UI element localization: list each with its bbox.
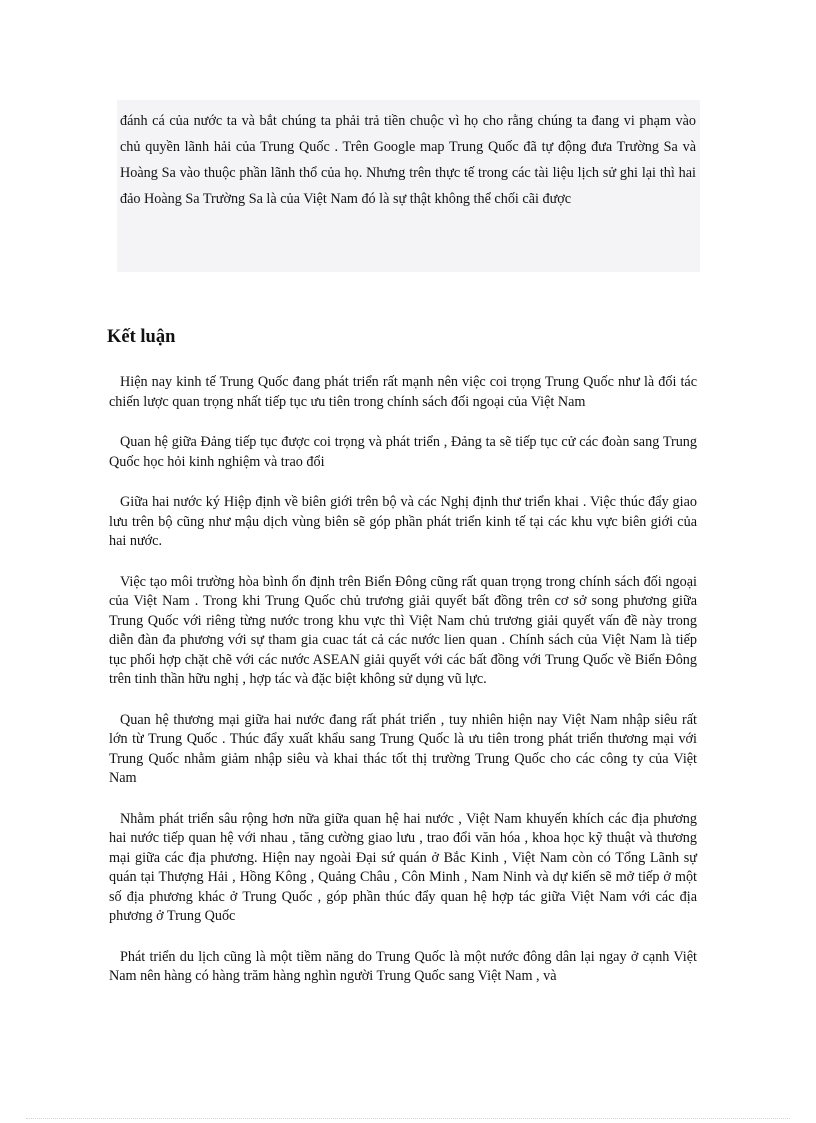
section-body: [109, 373, 697, 1008]
page-bottom-rule: [26, 1118, 790, 1119]
paragraph-6: Nhằm phát triển sâu rộng hơn nữa giữa quan hệ hai nước , Việt Nam khuyến khích các địa phương hai nước tiếp quan hệ với nhau , tăng cường giao lưu , trao đổi văn hóa , khoa học kỹ thuật và thương mại giữa các địa phương. Hiện nay ngoài Đại sứ quán ở Bắc Kinh , Việt Nam còn có Tổng Lãnh sự quán tại Thượng Hải , Hồng Kông , Quảng Châu , Côn Minh , Nam Ninh và dự kiến sẽ mở tiếp ở một số địa phương khác ở Trung Quốc , góp phần thúc đẩy quan hệ hợp tác giữa Việt Nam với các địa phương ở Trung Quốc: [109, 810, 697, 924]
quoted-passage-text: đánh cá của nước ta và bắt chúng ta phải trả tiền chuộc vì họ cho rằng chúng ta đang vi phạm vào chủ quyền lãnh hải của Trung Quốc . Trên Google map Trung Quốc đã tự động đưa Trường Sa và Hoàng Sa vào thuộc phần lãnh thổ của họ. Nhưng trên thực tế trong các tài liệu lịch sử ghi lại thì hai đảo Hoàng Sa Trường Sa là của Việt Nam đó là sự thật không thể chối cãi được: [120, 113, 696, 207]
paragraph-1: Hiện nay kinh tế Trung Quốc đang phát triển rất mạnh nên việc coi trọng Trung Quốc như là đối tác chiến lược quan trọng nhất tiếp tục ưu tiên trong chính sách đối ngoại của Việt Nam: [109, 374, 697, 410]
paragraph-7: Phát triển du lịch cũng là một tiềm năng do Trung Quốc là một nước đông dân lại ngay ở cạnh Việt Nam nên hàng có hàng trăm hàng nghìn người Trung Quốc sang Việt Nam , và: [109, 948, 697, 984]
section-heading: Kết luận: [107, 327, 176, 347]
paragraph-5: Quan hệ thương mại giữa hai nước đang rất phát triển , tuy nhiên hiện nay Việt Nam nhập siêu rất lớn từ Trung Quốc . Thúc đẩy xuất khẩu sang Trung Quốc là ưu tiên trong phát triển thương mại với Trung Quốc nhằm giảm nhập siêu và khai thác tốt thị trường Trung Quốc cho các công ty của Việt Nam: [109, 711, 697, 786]
paragraph-3: Giữa hai nước ký Hiệp định về biên giới trên bộ và các Nghị định thư triển khai . Việc thúc đẩy giao lưu trên bộ cũng như mậu dịch vùng biên sẽ góp phần phát triển kinh tế tại các khu vực biên giới của hai nước.: [109, 494, 697, 549]
quoted-passage-box: [117, 100, 700, 272]
paragraph-2: Quan hệ giữa Đảng tiếp tục được coi trọng và phát triển , Đảng ta sẽ tiếp tục cử các đoàn sang Trung Quốc học hỏi kinh nghiệm và trao đổi: [109, 434, 697, 470]
paragraph-4: Việc tạo môi trường hòa bình ổn định trên Biển Đông cũng rất quan trọng trong chính sách đối ngoại của Việt Nam . Trong khi Trung Quốc chủ trương giải quyết bất đồng trên cơ sở song phương giữa Trung Quốc với riêng từng nước trong khu vực thì Việt Nam chủ trương giải quyết vấn đề này trong diễn đàn đa phương với sự tham gia cuac tát cả các nước lien quan . Chính sách của Việt Nam là tiếp tục phối hợp chặt chẽ với các nước ASEAN giải quyết với các bất đồng với Trung Quốc về Biển Đông trên tinh thần hữu nghị , hợp tác và đặc biệt không sử dụng vũ lực.: [109, 573, 697, 687]
